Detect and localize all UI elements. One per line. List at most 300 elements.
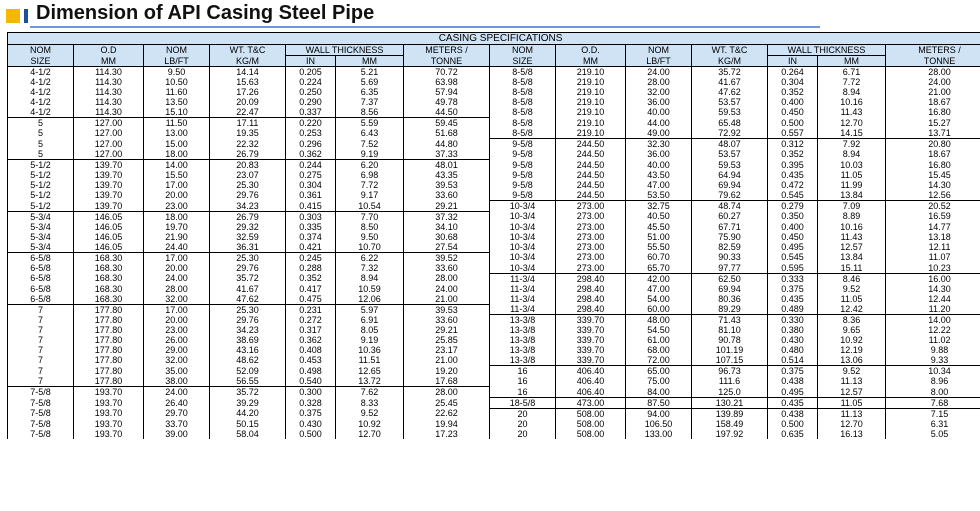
cell-wall-in: 0.408 bbox=[286, 345, 336, 355]
cell-r-meters-tonne: 12.44 bbox=[886, 294, 980, 305]
cell-wall-in: 0.361 bbox=[286, 190, 336, 201]
cell-wall-in: 0.220 bbox=[286, 118, 336, 129]
cell-r-wall-mm: 8.36 bbox=[818, 315, 886, 326]
cell-wall-mm: 6.22 bbox=[336, 252, 404, 263]
col-nom-weight-top: NOM bbox=[144, 45, 210, 56]
cell-nom-size: 7 bbox=[8, 366, 74, 377]
cell-wall-in: 0.250 bbox=[286, 87, 336, 97]
cell-r-wt-kgm: 65.48 bbox=[692, 118, 768, 129]
cell-r-wt-kgm: 101.19 bbox=[692, 345, 768, 355]
cell-nom-lbft: 10.50 bbox=[144, 77, 210, 87]
cell-wall-in: 0.335 bbox=[286, 222, 336, 232]
cell-wt-kgm: 36.31 bbox=[210, 242, 286, 253]
cell-wt-kgm: 34.23 bbox=[210, 325, 286, 335]
cell-r-meters-tonne: 14.00 bbox=[886, 315, 980, 326]
cell-r-wall-mm: 11.43 bbox=[818, 107, 886, 118]
cell-r-wall-in: 0.400 bbox=[768, 97, 818, 107]
cell-od-mm: 127.00 bbox=[74, 128, 144, 139]
table-row bbox=[8, 345, 980, 355]
cell-nom-size: 7-5/8 bbox=[8, 397, 74, 408]
cell-r-nom-size: 9-5/8 bbox=[490, 160, 556, 171]
table-row bbox=[8, 139, 980, 150]
cell-meters-tonne: 37.33 bbox=[404, 149, 490, 160]
cell-r-od-mm: 219.10 bbox=[556, 77, 626, 87]
cell-nom-size: 7 bbox=[8, 345, 74, 355]
cell-meters-tonne: 24.00 bbox=[404, 284, 490, 294]
cell-r-wall-in: 0.514 bbox=[768, 355, 818, 366]
cell-r-wall-in: 0.435 bbox=[768, 294, 818, 305]
cell-wt-kgm: 32.59 bbox=[210, 232, 286, 242]
cell-r-wt-kgm: 48.07 bbox=[692, 139, 768, 150]
cell-wall-mm: 8.33 bbox=[336, 397, 404, 408]
cell-r-nom-size: 11-3/4 bbox=[490, 284, 556, 294]
table-row bbox=[8, 211, 980, 222]
cell-r-wall-mm: 15.11 bbox=[818, 263, 886, 274]
cell-nom-size: 6-5/8 bbox=[8, 263, 74, 274]
cell-nom-size: 5-1/2 bbox=[8, 170, 74, 180]
cell-wall-in: 0.337 bbox=[286, 107, 336, 118]
table-row bbox=[8, 87, 980, 97]
cell-r-nom-lbft: 43.50 bbox=[626, 170, 692, 180]
cell-r-wt-kgm: 47.62 bbox=[692, 87, 768, 97]
table-row bbox=[8, 263, 980, 274]
cell-r-nom-lbft: 36.00 bbox=[626, 149, 692, 160]
cell-r-wall-mm: 11.05 bbox=[818, 294, 886, 305]
cell-wt-kgm: 47.62 bbox=[210, 294, 286, 305]
table-row bbox=[8, 315, 980, 326]
table-row bbox=[8, 190, 980, 201]
cell-wt-kgm: 58.04 bbox=[210, 429, 286, 439]
cell-r-nom-size: 9-5/8 bbox=[490, 139, 556, 150]
cell-r-nom-size: 8-5/8 bbox=[490, 107, 556, 118]
cell-wall-mm: 5.69 bbox=[336, 77, 404, 87]
cell-r-wt-kgm: 53.57 bbox=[692, 149, 768, 160]
cell-wall-in: 0.453 bbox=[286, 355, 336, 366]
cell-r-meters-tonne: 16.59 bbox=[886, 211, 980, 222]
cell-wt-kgm: 34.23 bbox=[210, 201, 286, 212]
cell-od-mm: 177.80 bbox=[74, 355, 144, 366]
col-wall-thickness: WALL THICKNESS bbox=[286, 45, 404, 56]
cell-r-meters-tonne: 8.96 bbox=[886, 376, 980, 387]
cell-nom-size: 7 bbox=[8, 304, 74, 315]
cell-r-wall-mm: 6.71 bbox=[818, 67, 886, 78]
cell-nom-size: 7-5/8 bbox=[8, 387, 74, 398]
cell-od-mm: 127.00 bbox=[74, 118, 144, 129]
title-underline bbox=[30, 26, 820, 28]
cell-r-od-mm: 339.70 bbox=[556, 335, 626, 345]
cell-r-wall-mm: 13.84 bbox=[818, 252, 886, 263]
cell-meters-tonne: 48.01 bbox=[404, 160, 490, 171]
cell-meters-tonne: 25.45 bbox=[404, 397, 490, 408]
cell-od-mm: 114.30 bbox=[74, 87, 144, 97]
cell-wall-in: 0.475 bbox=[286, 294, 336, 305]
cell-r-nom-size: 11-3/4 bbox=[490, 294, 556, 305]
cell-wt-kgm: 56.55 bbox=[210, 376, 286, 387]
cell-r-nom-size: 20 bbox=[490, 408, 556, 419]
cell-r-wt-kgm: 35.72 bbox=[692, 67, 768, 78]
cell-nom-lbft: 11.50 bbox=[144, 118, 210, 129]
cell-r-nom-size: 10-3/4 bbox=[490, 232, 556, 242]
cell-r-nom-size: 18-5/8 bbox=[490, 397, 556, 408]
cell-wall-in: 0.304 bbox=[286, 180, 336, 190]
cell-r-od-mm: 219.10 bbox=[556, 118, 626, 129]
cell-wall-mm: 11.51 bbox=[336, 355, 404, 366]
cell-nom-lbft: 20.00 bbox=[144, 190, 210, 201]
cell-wt-kgm: 29.76 bbox=[210, 263, 286, 274]
col-nom-size-top-r: NOM bbox=[490, 45, 556, 56]
cell-nom-lbft: 26.40 bbox=[144, 397, 210, 408]
cell-r-wt-kgm: 79.62 bbox=[692, 190, 768, 201]
cell-wall-mm: 6.43 bbox=[336, 128, 404, 139]
table-body bbox=[8, 67, 980, 439]
cell-nom-lbft: 23.00 bbox=[144, 325, 210, 335]
cell-wall-in: 0.375 bbox=[286, 408, 336, 419]
cell-r-nom-size: 9-5/8 bbox=[490, 190, 556, 201]
cell-r-meters-tonne: 20.52 bbox=[886, 201, 980, 212]
cell-nom-lbft: 15.50 bbox=[144, 170, 210, 180]
cell-r-od-mm: 473.00 bbox=[556, 397, 626, 408]
cell-nom-lbft: 11.60 bbox=[144, 87, 210, 97]
cell-r-meters-tonne: 14.77 bbox=[886, 222, 980, 232]
cell-nom-lbft: 17.00 bbox=[144, 304, 210, 315]
header-row-bottom bbox=[8, 56, 980, 67]
cell-wall-in: 0.498 bbox=[286, 366, 336, 377]
cell-r-nom-size: 8-5/8 bbox=[490, 97, 556, 107]
cell-r-wt-kgm: 158.49 bbox=[692, 419, 768, 429]
cell-r-nom-size: 20 bbox=[490, 429, 556, 439]
cell-nom-lbft: 35.00 bbox=[144, 366, 210, 377]
cell-nom-lbft: 20.00 bbox=[144, 315, 210, 326]
cell-nom-size: 4-1/2 bbox=[8, 77, 74, 87]
cell-r-nom-lbft: 42.00 bbox=[626, 273, 692, 284]
col-od-top: O.D bbox=[74, 45, 144, 56]
cell-nom-lbft: 39.00 bbox=[144, 429, 210, 439]
table-row bbox=[8, 180, 980, 190]
cell-nom-size: 7-5/8 bbox=[8, 408, 74, 419]
cell-r-nom-size: 10-3/4 bbox=[490, 222, 556, 232]
cell-wall-in: 0.317 bbox=[286, 325, 336, 335]
cell-wall-in: 0.272 bbox=[286, 315, 336, 326]
cell-r-wall-mm: 11.13 bbox=[818, 376, 886, 387]
cell-nom-lbft: 17.00 bbox=[144, 252, 210, 263]
cell-r-wall-in: 0.352 bbox=[768, 87, 818, 97]
cell-nom-lbft: 19.70 bbox=[144, 222, 210, 232]
cell-r-wt-kgm: 53.57 bbox=[692, 97, 768, 107]
cell-od-mm: 177.80 bbox=[74, 366, 144, 377]
cell-r-wall-in: 0.352 bbox=[768, 149, 818, 160]
cell-r-wall-in: 0.500 bbox=[768, 118, 818, 129]
cell-r-wall-mm: 12.42 bbox=[818, 304, 886, 315]
cell-r-wall-in: 0.545 bbox=[768, 190, 818, 201]
cell-wt-kgm: 25.30 bbox=[210, 180, 286, 190]
cell-r-od-mm: 273.00 bbox=[556, 232, 626, 242]
cell-r-meters-tonne: 12.11 bbox=[886, 242, 980, 253]
cell-wall-mm: 9.19 bbox=[336, 149, 404, 160]
cell-r-wt-kgm: 107.15 bbox=[692, 355, 768, 366]
cell-r-nom-lbft: 36.00 bbox=[626, 97, 692, 107]
cell-wt-kgm: 15.63 bbox=[210, 77, 286, 87]
cell-od-mm: 168.30 bbox=[74, 252, 144, 263]
cell-od-mm: 193.70 bbox=[74, 387, 144, 398]
table-row bbox=[8, 355, 980, 366]
table-row bbox=[8, 170, 980, 180]
cell-wall-in: 0.362 bbox=[286, 335, 336, 345]
cell-r-od-mm: 273.00 bbox=[556, 263, 626, 274]
table-row bbox=[8, 149, 980, 160]
cell-r-meters-tonne: 16.80 bbox=[886, 160, 980, 171]
cell-r-od-mm: 339.70 bbox=[556, 325, 626, 335]
cell-wall-mm: 8.56 bbox=[336, 107, 404, 118]
col-wt-tc-top: WT. T&C bbox=[210, 45, 286, 56]
cell-r-wall-in: 0.495 bbox=[768, 387, 818, 398]
col-nom-size-bottom: SIZE bbox=[8, 56, 74, 67]
cell-meters-tonne: 57.94 bbox=[404, 87, 490, 97]
cell-r-meters-tonne: 28.00 bbox=[886, 67, 980, 78]
cell-od-mm: 114.30 bbox=[74, 107, 144, 118]
cell-r-nom-lbft: 51.00 bbox=[626, 232, 692, 242]
col-wall-mm-r: MM bbox=[818, 56, 886, 67]
cell-wt-kgm: 35.72 bbox=[210, 387, 286, 398]
cell-r-wt-kgm: 62.50 bbox=[692, 273, 768, 284]
cell-meters-tonne: 34.10 bbox=[404, 222, 490, 232]
col-nom-weight-bottom-r: LB/FT bbox=[626, 56, 692, 67]
cell-wall-mm: 7.70 bbox=[336, 211, 404, 222]
cell-od-mm: 139.70 bbox=[74, 170, 144, 180]
cell-r-meters-tonne: 9.88 bbox=[886, 345, 980, 355]
cell-r-nom-size: 8-5/8 bbox=[490, 67, 556, 78]
cell-od-mm: 114.30 bbox=[74, 77, 144, 87]
cell-r-nom-lbft: 48.00 bbox=[626, 315, 692, 326]
cell-r-wt-kgm: 125.0 bbox=[692, 387, 768, 398]
cell-r-nom-size: 13-3/8 bbox=[490, 315, 556, 326]
cell-meters-tonne: 49.78 bbox=[404, 97, 490, 107]
cell-wall-in: 0.244 bbox=[286, 160, 336, 171]
cell-wall-mm: 7.37 bbox=[336, 97, 404, 107]
cell-r-od-mm: 219.10 bbox=[556, 67, 626, 78]
cell-r-wall-mm: 11.43 bbox=[818, 232, 886, 242]
cell-r-nom-lbft: 61.00 bbox=[626, 335, 692, 345]
col-wt-tc-bottom: KG/M bbox=[210, 56, 286, 67]
cell-r-od-mm: 273.00 bbox=[556, 242, 626, 253]
cell-meters-tonne: 33.60 bbox=[404, 315, 490, 326]
cell-r-od-mm: 273.00 bbox=[556, 222, 626, 232]
cell-wall-in: 0.303 bbox=[286, 211, 336, 222]
cell-wt-kgm: 25.30 bbox=[210, 252, 286, 263]
cell-r-wall-mm: 8.89 bbox=[818, 211, 886, 222]
cell-wall-in: 0.290 bbox=[286, 97, 336, 107]
cell-nom-lbft: 24.00 bbox=[144, 273, 210, 284]
cell-r-od-mm: 298.40 bbox=[556, 304, 626, 315]
cell-r-nom-lbft: 106.50 bbox=[626, 419, 692, 429]
cell-r-nom-size: 20 bbox=[490, 419, 556, 429]
cell-r-nom-lbft: 54.50 bbox=[626, 325, 692, 335]
cell-wt-kgm: 17.11 bbox=[210, 118, 286, 129]
cell-r-nom-size: 8-5/8 bbox=[490, 128, 556, 139]
cell-r-nom-size: 13-3/8 bbox=[490, 335, 556, 345]
cell-wt-kgm: 52.09 bbox=[210, 366, 286, 377]
cell-r-wall-mm: 11.05 bbox=[818, 170, 886, 180]
cell-r-meters-tonne: 13.18 bbox=[886, 232, 980, 242]
cell-r-od-mm: 219.10 bbox=[556, 107, 626, 118]
table-row bbox=[8, 222, 980, 232]
cell-r-meters-tonne: 12.22 bbox=[886, 325, 980, 335]
table-row bbox=[8, 408, 980, 419]
cell-r-nom-lbft: 47.00 bbox=[626, 180, 692, 190]
cell-r-nom-size: 10-3/4 bbox=[490, 211, 556, 222]
cell-r-meters-tonne: 10.34 bbox=[886, 366, 980, 377]
cell-od-mm: 139.70 bbox=[74, 190, 144, 201]
cell-r-wall-mm: 13.84 bbox=[818, 190, 886, 201]
cell-r-wall-in: 0.380 bbox=[768, 325, 818, 335]
cell-od-mm: 127.00 bbox=[74, 149, 144, 160]
cell-meters-tonne: 17.68 bbox=[404, 376, 490, 387]
cell-meters-tonne: 28.00 bbox=[404, 273, 490, 284]
cell-meters-tonne: 70.72 bbox=[404, 67, 490, 78]
cell-od-mm: 193.70 bbox=[74, 419, 144, 429]
cell-r-wall-in: 0.495 bbox=[768, 242, 818, 253]
table-row bbox=[8, 304, 980, 315]
cell-wt-kgm: 29.76 bbox=[210, 190, 286, 201]
cell-wall-mm: 6.20 bbox=[336, 160, 404, 171]
cell-r-wall-in: 0.375 bbox=[768, 284, 818, 294]
cell-r-wall-in: 0.438 bbox=[768, 376, 818, 387]
cell-r-meters-tonne: 5.05 bbox=[886, 429, 980, 439]
cell-r-wt-kgm: 72.92 bbox=[692, 128, 768, 139]
cell-r-nom-size: 10-3/4 bbox=[490, 242, 556, 253]
cell-r-od-mm: 219.10 bbox=[556, 87, 626, 97]
cell-r-meters-tonne: 20.80 bbox=[886, 139, 980, 150]
col-od-top-r: O.D. bbox=[556, 45, 626, 56]
cell-r-wall-mm: 7.92 bbox=[818, 139, 886, 150]
cell-r-nom-size: 11-3/4 bbox=[490, 273, 556, 284]
cell-od-mm: 177.80 bbox=[74, 315, 144, 326]
cell-od-mm: 146.05 bbox=[74, 222, 144, 232]
cell-r-od-mm: 244.50 bbox=[556, 149, 626, 160]
cell-meters-tonne: 39.53 bbox=[404, 304, 490, 315]
cell-r-nom-lbft: 60.70 bbox=[626, 252, 692, 263]
cell-meters-tonne: 44.80 bbox=[404, 139, 490, 150]
cell-r-wall-in: 0.557 bbox=[768, 128, 818, 139]
cell-wall-mm: 8.05 bbox=[336, 325, 404, 335]
cell-meters-tonne: 19.20 bbox=[404, 366, 490, 377]
col-wall-thickness-r: WALL THICKNESS bbox=[768, 45, 886, 56]
cell-od-mm: 177.80 bbox=[74, 376, 144, 387]
cell-r-wall-in: 0.545 bbox=[768, 252, 818, 263]
col-wall-in: IN bbox=[286, 56, 336, 67]
table-row bbox=[8, 107, 980, 118]
cell-r-meters-tonne: 18.67 bbox=[886, 97, 980, 107]
cell-nom-size: 7-5/8 bbox=[8, 419, 74, 429]
cell-r-wall-in: 0.438 bbox=[768, 408, 818, 419]
cell-r-nom-lbft: 94.00 bbox=[626, 408, 692, 419]
cell-r-meters-tonne: 14.30 bbox=[886, 284, 980, 294]
col-wt-tc-top-r: WT. T&C bbox=[692, 45, 768, 56]
cell-wt-kgm: 26.79 bbox=[210, 149, 286, 160]
cell-wall-in: 0.415 bbox=[286, 201, 336, 212]
cell-wt-kgm: 20.09 bbox=[210, 97, 286, 107]
table-row bbox=[8, 325, 980, 335]
cell-r-wall-in: 0.312 bbox=[768, 139, 818, 150]
cell-wall-in: 0.352 bbox=[286, 273, 336, 284]
cell-od-mm: 127.00 bbox=[74, 139, 144, 150]
cell-nom-size: 5 bbox=[8, 118, 74, 129]
cell-r-nom-lbft: 68.00 bbox=[626, 345, 692, 355]
cell-wt-kgm: 14.14 bbox=[210, 67, 286, 78]
cell-wall-mm: 13.72 bbox=[336, 376, 404, 387]
cell-r-wall-in: 0.350 bbox=[768, 211, 818, 222]
cell-r-wall-mm: 10.16 bbox=[818, 222, 886, 232]
cell-r-od-mm: 244.50 bbox=[556, 170, 626, 180]
cell-r-od-mm: 339.70 bbox=[556, 315, 626, 326]
col-meters-bottom-r: TONNE bbox=[886, 56, 980, 67]
cell-wt-kgm: 44.20 bbox=[210, 408, 286, 419]
cell-r-meters-tonne: 16.00 bbox=[886, 273, 980, 284]
cell-r-wt-kgm: 75.90 bbox=[692, 232, 768, 242]
col-meters-top-r: METERS / bbox=[886, 45, 980, 56]
cell-wall-in: 0.253 bbox=[286, 128, 336, 139]
cell-meters-tonne: 44.50 bbox=[404, 107, 490, 118]
cell-meters-tonne: 63.98 bbox=[404, 77, 490, 87]
cell-r-wt-kgm: 130.21 bbox=[692, 397, 768, 408]
cell-od-mm: 168.30 bbox=[74, 273, 144, 284]
cell-r-nom-size: 9-5/8 bbox=[490, 170, 556, 180]
cell-r-wt-kgm: 69.94 bbox=[692, 180, 768, 190]
cell-r-wall-in: 0.279 bbox=[768, 201, 818, 212]
cell-meters-tonne: 17.23 bbox=[404, 429, 490, 439]
cell-r-nom-size: 16 bbox=[490, 376, 556, 387]
cell-nom-lbft: 17.00 bbox=[144, 180, 210, 190]
cell-r-wall-in: 0.395 bbox=[768, 160, 818, 171]
cell-r-od-mm: 339.70 bbox=[556, 355, 626, 366]
cell-od-mm: 168.30 bbox=[74, 284, 144, 294]
cell-wall-in: 0.224 bbox=[286, 77, 336, 87]
cell-meters-tonne: 22.62 bbox=[404, 408, 490, 419]
cell-nom-lbft: 28.00 bbox=[144, 284, 210, 294]
cell-wall-in: 0.231 bbox=[286, 304, 336, 315]
cell-r-wall-mm: 10.16 bbox=[818, 97, 886, 107]
cell-r-nom-lbft: 133.00 bbox=[626, 429, 692, 439]
table-row bbox=[8, 387, 980, 398]
cell-wall-mm: 5.59 bbox=[336, 118, 404, 129]
cell-od-mm: 146.05 bbox=[74, 211, 144, 222]
cell-r-od-mm: 406.40 bbox=[556, 366, 626, 377]
cell-r-nom-size: 8-5/8 bbox=[490, 87, 556, 97]
cell-wall-in: 0.275 bbox=[286, 170, 336, 180]
cell-r-meters-tonne: 10.23 bbox=[886, 263, 980, 274]
table-row bbox=[8, 294, 980, 305]
cell-nom-size: 7 bbox=[8, 315, 74, 326]
cell-r-meters-tonne: 12.56 bbox=[886, 190, 980, 201]
cell-wall-mm: 10.92 bbox=[336, 419, 404, 429]
cell-r-wall-mm: 12.70 bbox=[818, 118, 886, 129]
cell-od-mm: 146.05 bbox=[74, 242, 144, 253]
title-bar bbox=[0, 0, 980, 26]
cell-r-wall-mm: 10.92 bbox=[818, 335, 886, 345]
cell-r-wall-mm: 13.06 bbox=[818, 355, 886, 366]
col-meters-top: METERS / bbox=[404, 45, 490, 56]
header-row-top bbox=[8, 45, 980, 56]
cell-nom-lbft: 33.70 bbox=[144, 419, 210, 429]
cell-nom-lbft: 32.00 bbox=[144, 294, 210, 305]
col-od-bottom-r: MM bbox=[556, 56, 626, 67]
cell-wall-mm: 6.91 bbox=[336, 315, 404, 326]
cell-r-od-mm: 508.00 bbox=[556, 419, 626, 429]
table-row bbox=[8, 242, 980, 253]
cell-wall-mm: 10.59 bbox=[336, 284, 404, 294]
cell-meters-tonne: 28.00 bbox=[404, 387, 490, 398]
cell-nom-lbft: 15.10 bbox=[144, 107, 210, 118]
cell-nom-size: 5-1/2 bbox=[8, 201, 74, 212]
